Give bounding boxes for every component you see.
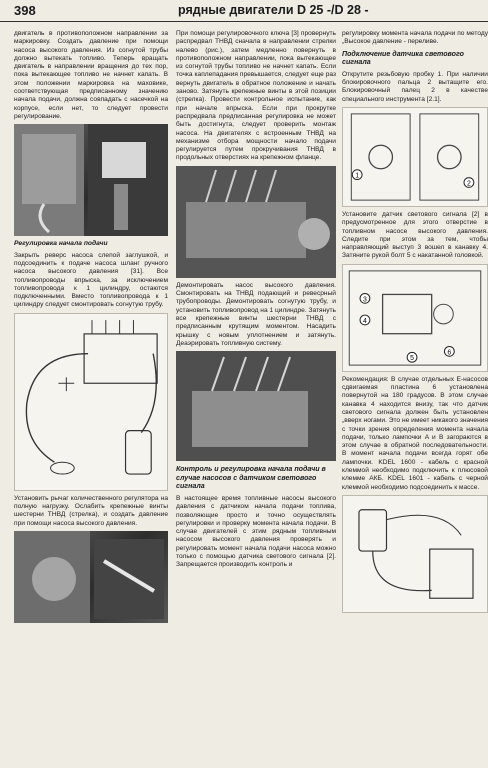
paragraph: В настоящее время топливные насосы высокого давления с датчиком начала подачи топлива, позволяющие просто и точно осуществлять регулировки и проверку момента начала подачи. В случае двигателей с этим рядным топливным насосом высокого давления проверять и регулировать момент начала подачи насоса можно только с помощью датчика светового сигнала [2]. Запрещается производить контроль и bbox=[176, 494, 336, 569]
paragraph: Закрыть реверс насоса слепой заглушкой, и подсоединить к подаче насоса шланг ручного насоса высокого давления [31]. Все топливопроводы впрыска, за исключением топливопровода к 1 цилиндру, остаются подключенными. Вместо топливопровода к 1 цилиндру следует смонтировать согнутую трубу. bbox=[14, 251, 168, 309]
photo-camshaft-adjustment bbox=[176, 166, 336, 278]
paragraph: Демонтировать насос высокого давления. Смонтировать на ТНВД подающий и ревесрный трубопроводы. Демонтировать согнутую трубу, и установить топливопровод на 1 цилиндре. Затянуть все крепежные винты шестерни ТНВД с предписанным крутящим моментом. Насадить крышку с новым уплотнением и затянуть. Деаэрировать топливную систему. bbox=[176, 281, 336, 347]
section-heading: Подключение датчика светового сигнала bbox=[342, 49, 464, 67]
column-left bbox=[14, 30, 168, 762]
paragraph: Рекомендация: В случае отдельных E-насосов сдвигаемая пластина 6 установлена повернутой на 180 градусов. В этом случае канавка 4 находится внизу, так что датчик светового сигнала должен быть установлен „вверх ногами. Это не имеет никакого значения с точки зрения определения момента начала подачи, только лампочки A и B загораются в этом случае в обратной последовательности. В момент начала подачи всегда горят обе лампочки. KDEL 1600 - кабель с красной клеммой необходимо подключить к плюсовой клемме АКБ. KDEL 1601 - кабель с черной клеммой необходимо подсоединить к массе. bbox=[342, 375, 488, 491]
figure-label: 4 bbox=[363, 317, 367, 325]
paragraph: Установить рычаг количественного регулятора на полную нагрузку. Ослабить крепежные винты шестерни ТНВД (стрелка), и создать давление при помощи насоса высокого давления. bbox=[14, 494, 168, 527]
photo-pump-with-sensor bbox=[176, 351, 336, 461]
column-right bbox=[342, 30, 488, 762]
figure-label: 5 bbox=[410, 354, 414, 362]
page-number: 398 bbox=[14, 3, 36, 18]
figure-label: 1 bbox=[355, 172, 360, 180]
column-middle bbox=[176, 30, 336, 762]
figure-label: 2 bbox=[466, 180, 471, 188]
paragraph: Установите датчик светового сигнала [2] в предусмотренное для этого отверстие в топливном насосе высокого давления. Следите при этом за тем, чтобы направляющий выступ 3 вошел в канавку 4. Затяните рукой болт 5 с накатанной головкой. bbox=[342, 210, 488, 260]
drawing-injection-pump-setup bbox=[14, 313, 168, 491]
paragraph: Открутите резьбовую пробку 1. При наличии блокировочного пальца 2 вытащите его. Блокировочный палец 2 в качестве специального инструмента [2.1]. bbox=[342, 70, 488, 103]
drawing-plug-removal bbox=[342, 107, 488, 207]
paragraph: двигатель в противоположном направлении за маркировку. Создать давление при помощи насоса высокого давления. Из согнутой трубы должно вытекать топливо. Теперь вращать двигатель в направлении вращения до тех пор, пока вытекающее топливо не начнет капать. В этом положении маркировка на маховике, соответствующая предписанному значению начала подачи, должна совпадать с насечкой на корпусе, если нет, то следует провести регулирование. bbox=[14, 30, 168, 120]
drawing-light-sensor-wiring bbox=[342, 495, 488, 613]
figure-caption: Регулировка начала подачи bbox=[14, 240, 108, 248]
running-title: рядные двигатели D 25 -/D 28 - bbox=[178, 3, 369, 17]
photo-flywheel-marking bbox=[14, 124, 168, 236]
section-heading: Контроль и регулировка начала подачи в случае насосов с датчиком светового сигнала bbox=[176, 465, 326, 491]
photo-pump-gear bbox=[14, 531, 168, 623]
paragraph: регулировку момента начала подачи по методу „Высокое давление - переливе. bbox=[342, 30, 488, 46]
figure-label: 6 bbox=[447, 349, 452, 357]
page-header bbox=[0, 0, 488, 22]
paragraph: При помощи регулировочного ключа [3] провернуть распредвал ТНВД сначала в направлении стрелки налево (рис.), затем медленно повернуть в противоположном направлении, пока вытекающее из согнутой трубы топливо не начнет капать. Если точка каплепадания превышается, следует еще раз вернуть двигатель в обратное положение и начать заново. Затянуть крепежные винты в этой позиции (стрелка). Провести контрольное испытание, как при начале впрыска. Если при прокрутке распредвала предписанная регулировка не может быть достигнута, следует проверить монтаж насоса. На двигателях с встроенным ТНВД на механизме отбора мощности начало подачи регулируется путем прокручивания ТНВД в продольных отверстиях на крепежном фланце. bbox=[176, 30, 336, 162]
drawing-sensor-install bbox=[342, 264, 488, 372]
figure-label: 3 bbox=[363, 296, 367, 304]
